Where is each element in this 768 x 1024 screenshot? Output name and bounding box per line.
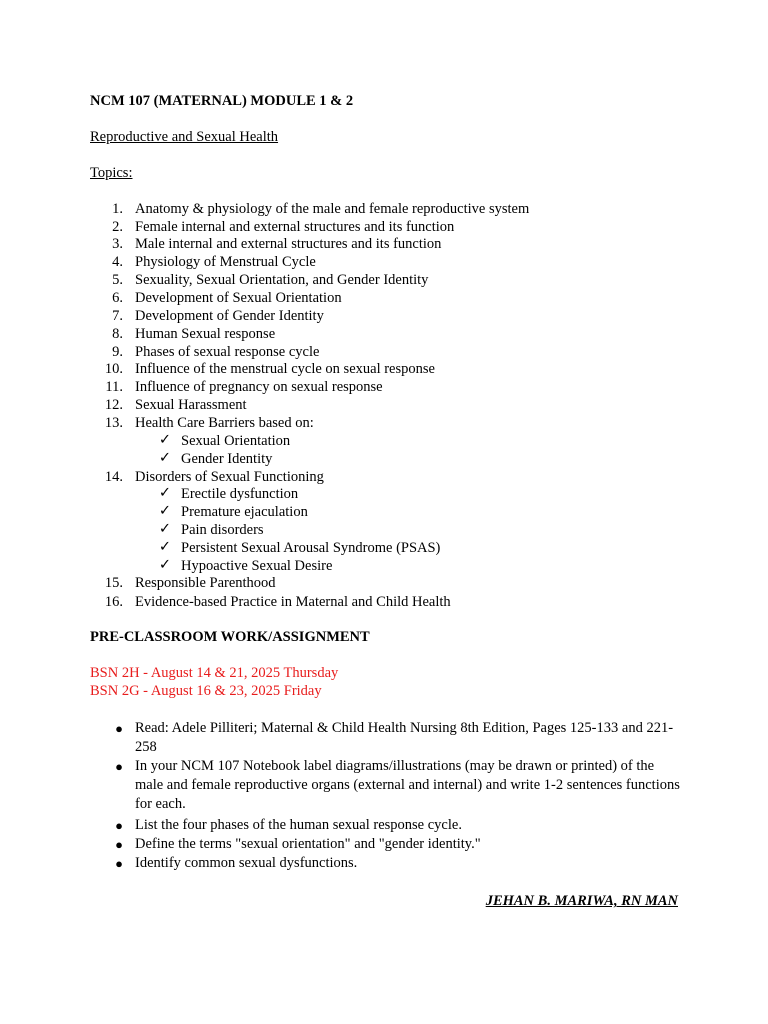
task-text: Identify common sexual dysfunctions. xyxy=(135,855,358,871)
list-number: 14. xyxy=(104,469,123,485)
bullet-icon: ● xyxy=(115,759,123,774)
list-number: 2. xyxy=(112,219,123,235)
list-text: Female internal and external structures and its function xyxy=(135,219,455,235)
author-signature: JEHAN B. MARIWA, RN MAN xyxy=(485,893,678,909)
sub-list-text: Sexual Orientation xyxy=(181,433,291,449)
task-text: List the four phases of the human sexual response cycle. xyxy=(135,817,462,833)
list-text: Sexual Harassment xyxy=(135,397,247,413)
sub-list-text: Erectile dysfunction xyxy=(181,486,299,502)
list-text: Anatomy & physiology of the male and female reproductive system xyxy=(135,201,530,217)
sub-list-text: Gender Identity xyxy=(181,451,273,467)
task-text: Define the terms "sexual orientation" and "gender identity." xyxy=(135,836,481,852)
list-number: 6. xyxy=(112,290,123,306)
document-subtitle: Reproductive and Sexual Health xyxy=(90,129,279,145)
list-text: Influence of the menstrual cycle on sexual response xyxy=(135,361,435,377)
sub-list-text: Pain disorders xyxy=(181,522,264,538)
checkmark-icon: ✓ xyxy=(158,485,172,501)
document-title: NCM 107 (MATERNAL) MODULE 1 & 2 xyxy=(90,93,354,109)
list-text: Influence of pregnancy on sexual response xyxy=(135,379,383,395)
list-number: 15. xyxy=(104,575,123,591)
checkmark-icon: ✓ xyxy=(158,557,172,573)
list-text: Male internal and external structures and its function xyxy=(135,236,442,252)
sub-list-text: Hypoactive Sexual Desire xyxy=(181,558,333,574)
assignment-heading: PRE-CLASSROOM WORK/ASSIGNMENT xyxy=(90,629,370,645)
list-text: Phases of sexual response cycle xyxy=(135,344,320,360)
list-number: 13. xyxy=(104,415,123,431)
topics-label: Topics: xyxy=(90,165,133,181)
list-number: 9. xyxy=(112,344,123,360)
list-text: Health Care Barriers based on: xyxy=(135,415,314,431)
checkmark-icon: ✓ xyxy=(158,450,172,466)
task-text: Read: Adele Pilliteri; Maternal & Child Health Nursing 8th Edition, Pages 125-133 and 221-258 xyxy=(135,720,674,755)
list-text: Evidence-based Practice in Maternal and Child Health xyxy=(135,594,451,610)
list-number: 1. xyxy=(112,201,123,217)
list-text: Development of Gender Identity xyxy=(135,308,324,324)
list-number: 3. xyxy=(112,236,123,252)
bullet-icon: ● xyxy=(115,837,123,852)
list-text: Disorders of Sexual Functioning xyxy=(135,469,324,485)
list-number: 10. xyxy=(104,361,123,377)
list-number: 16. xyxy=(104,594,123,610)
checkmark-icon: ✓ xyxy=(158,521,172,537)
checkmark-icon: ✓ xyxy=(158,432,172,448)
list-text: Sexuality, Sexual Orientation, and Gender Identity xyxy=(135,272,429,288)
list-text: Human Sexual response xyxy=(135,326,276,342)
list-number: 11. xyxy=(105,379,123,395)
sub-list-text: Premature ejaculation xyxy=(181,504,308,520)
list-text: Responsible Parenthood xyxy=(135,575,276,591)
schedule-line: BSN 2H - August 14 & 21, 2025 Thursday xyxy=(90,665,339,681)
bullet-icon: ● xyxy=(115,721,123,736)
bullet-icon: ● xyxy=(115,856,123,871)
list-number: 7. xyxy=(112,308,123,324)
list-number: 5. xyxy=(112,272,123,288)
list-text: Development of Sexual Orientation xyxy=(135,290,342,306)
checkmark-icon: ✓ xyxy=(158,503,172,519)
bullet-icon: ● xyxy=(115,818,123,833)
list-number: 12. xyxy=(104,397,123,413)
list-text: Physiology of Menstrual Cycle xyxy=(135,254,316,270)
list-number: 8. xyxy=(112,326,123,342)
sub-list-text: Persistent Sexual Arousal Syndrome (PSAS) xyxy=(181,540,441,556)
checkmark-icon: ✓ xyxy=(158,539,172,555)
schedule-line: BSN 2G - August 16 & 23, 2025 Friday xyxy=(90,683,322,699)
list-number: 4. xyxy=(112,254,123,270)
task-text: In your NCM 107 Notebook label diagrams/illustrations (may be drawn or printed) of the male and female reproductive organs (external and internal) and write 1-2 sentences functions for each. xyxy=(135,758,680,812)
